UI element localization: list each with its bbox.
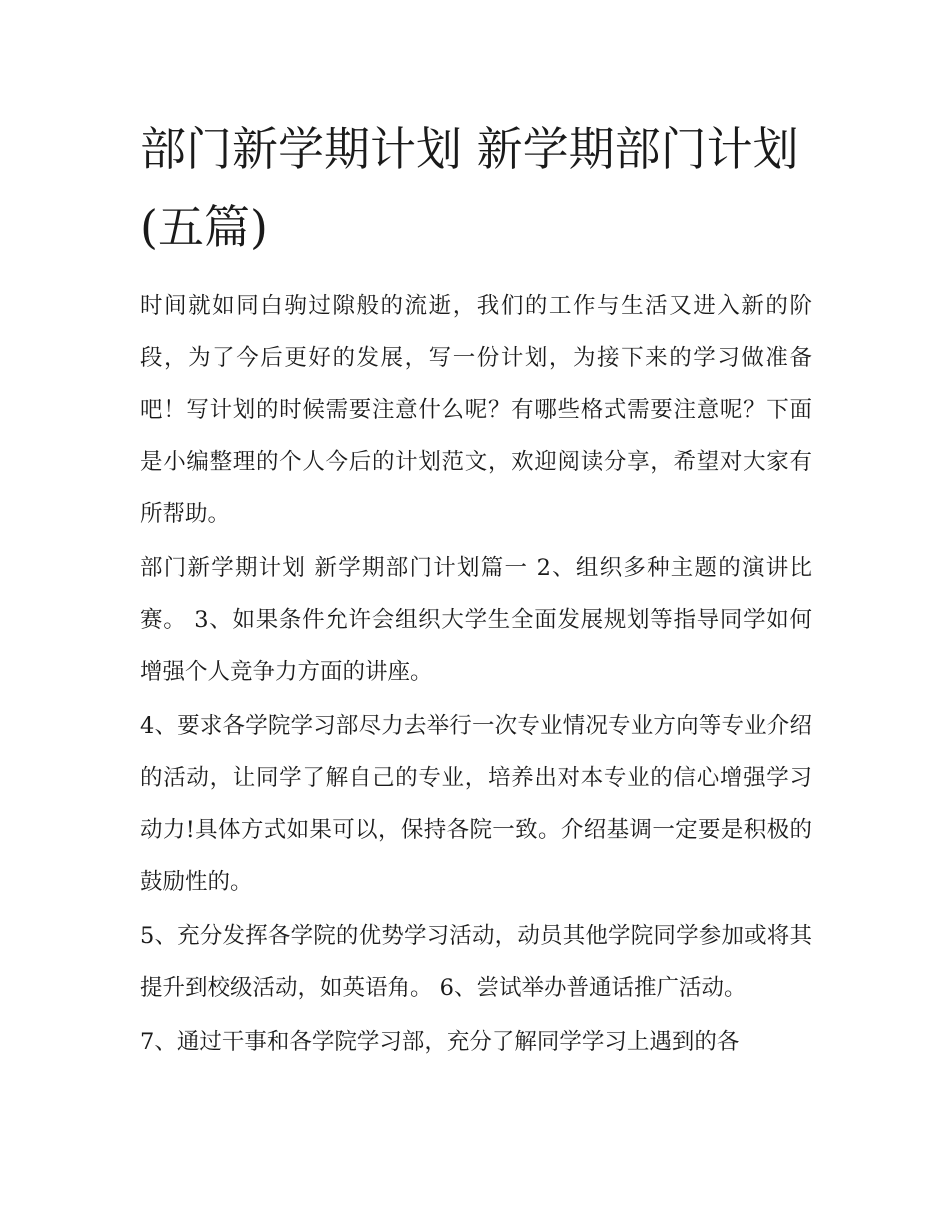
paragraph-item-7: 7、通过干事和各学院学习部，充分了解同学学习上遇到的各: [140, 1029, 740, 1055]
paragraph-item-5-6: 5、充分发挥各学院的优势学习活动，动员其他学院同学参加或将其提升到校级活动，如英语角。 6、尝试举办普通话推广活动。: [140, 923, 812, 1001]
paragraph-plan-one: 部门新学期计划 新学期部门计划篇一 2、组织多种主题的演讲比赛。 3、如果条件允许会组织大学生全面发展规划等指导同学如何增强个人竞争力方面的讲座。: [140, 555, 812, 685]
paragraph-intro: 时间就如同白驹过隙般的流逝，我们的工作与生活又进入新的阶段，为了今后更好的发展，写一份计划，为接下来的学习做准备吧！写计划的时候需要注意什么呢？有哪些格式需要注意呢？下面是小编整理的个人今后的计划范文，欢迎阅读分享，希望对大家有所帮助。: [140, 293, 812, 527]
document-title: 部门新学期计划 新学期部门计划(五篇): [140, 122, 799, 254]
paragraph-item-4: 4、要求各学院学习部尽力去举行一次专业情况专业方向等专业介绍的活动，让同学了解自己的专业，培养出对本专业的信心增强学习动力!具体方式如果可以，保持各院一致。介绍基调一定要是积极的鼓励性的。: [140, 713, 812, 895]
